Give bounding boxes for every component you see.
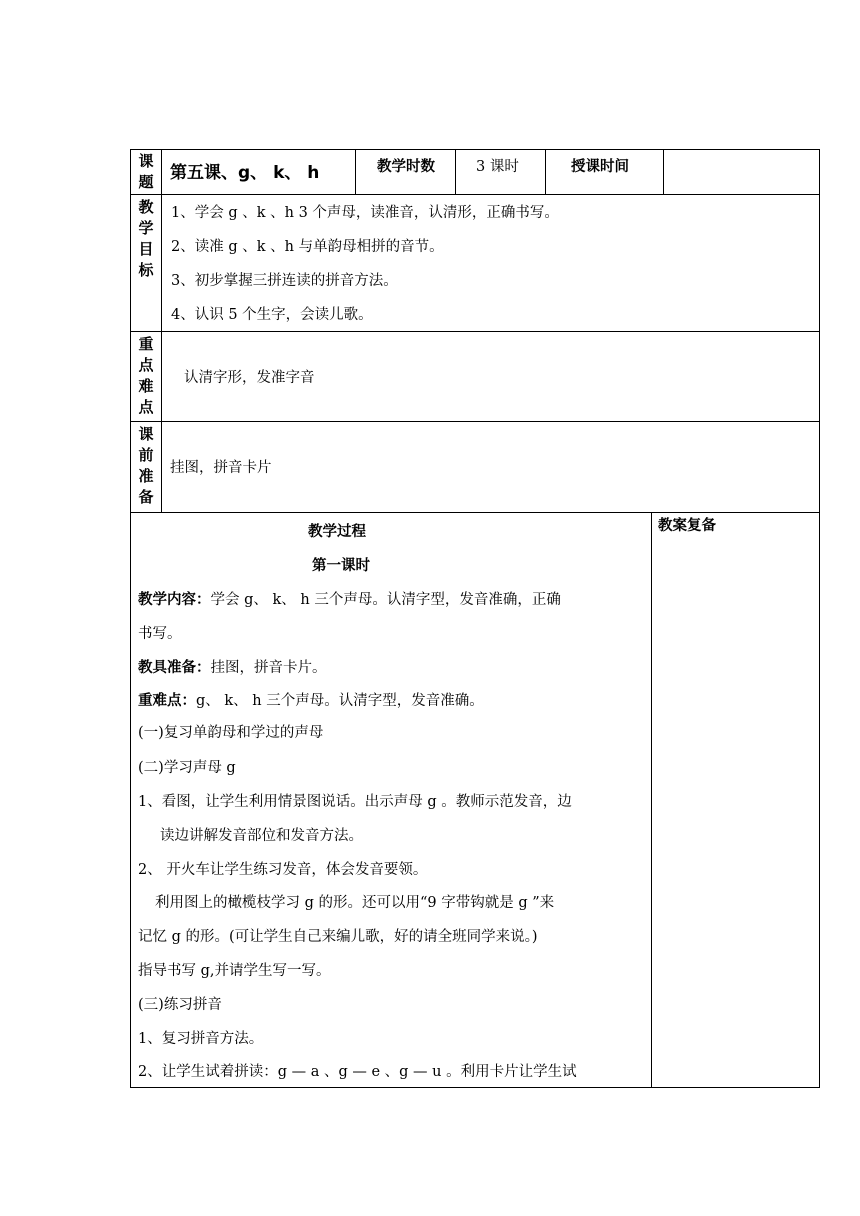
content-text: 学会 g、 k、 h 三个声母。认清字型，发音准确，正确: [210, 592, 561, 608]
hours-value: 3 课时: [476, 159, 519, 175]
difficulty-line: [138, 691, 484, 711]
goal-item: 1、学会 g 、k 、h 3 个声母，读准音，认清形，正确书写。: [171, 205, 559, 221]
row-divider: [130, 512, 820, 513]
time-label: 授课时间: [571, 159, 629, 175]
goal-item: 3、初步掌握三拼连读的拼音方法。: [171, 273, 398, 289]
process-line: 指导书写 g,并请学生写一写。: [138, 963, 331, 979]
goal-item: 4、认识 5 个生字，会读儿歌。: [171, 307, 373, 323]
process-line: 2、让学生试着拼读：g — a 、g — e 、g — u 。利用卡片让学生试: [138, 1064, 577, 1080]
process-line: 1、看图，让学生利用情景图说话。出示声母 g 。教师示范发音，边: [138, 794, 572, 810]
lesson-title: 第五课、g、 k、 h: [170, 163, 320, 183]
goal-item: 2、读准 g 、k 、h 与单韵母相拼的音节。: [171, 239, 444, 255]
key-points-text: 认清字形，发准字音: [184, 370, 315, 386]
content-label: 教学内容：: [138, 592, 211, 608]
row-divider: [130, 421, 820, 422]
preparation-label: 课 前 准 备: [138, 425, 154, 506]
difficulty-text: g、 k、 h 三个声母。认清字型，发音准确。: [196, 693, 484, 709]
label-column-divider: [161, 149, 162, 512]
tools-text: 挂图，拼音卡片。: [210, 660, 327, 676]
process-line: 利用图上的橄榄枝学习 g 的形。还可以用“9 字带钩就是 g ”来: [155, 895, 555, 911]
header-cell-divider: [355, 149, 356, 194]
process-line: (二)学习声母 g: [138, 760, 236, 776]
review-column-divider: [651, 512, 652, 1088]
content-line: [138, 590, 561, 610]
process-line: 1、复习拼音方法。: [138, 1031, 264, 1047]
process-line: 读边讲解发音部位和发音方法。: [160, 828, 363, 844]
lesson-label: 课 题: [138, 152, 154, 191]
process-subheading: 第一课时: [312, 558, 370, 574]
row-divider: [130, 194, 820, 195]
process-line: 2、 开火车让学生练习发音，体会发音要领。: [138, 862, 428, 878]
tools-label: 教具准备：: [138, 660, 211, 676]
review-header: 教案复备: [658, 518, 716, 534]
hours-label: 教学时数: [377, 159, 435, 175]
preparation-text: 挂图，拼音卡片: [170, 460, 272, 476]
key-points-label: 重 点 难 点: [138, 335, 154, 416]
process-line: (三)练习拼音: [138, 997, 222, 1013]
content-line-2: 书写。: [138, 626, 182, 642]
header-cell-divider: [663, 149, 664, 194]
difficulty-label: 重难点：: [138, 693, 196, 709]
header-cell-divider: [545, 149, 546, 194]
row-divider: [130, 331, 820, 332]
goals-label: 教 学 目 标: [138, 198, 154, 279]
process-line: 记忆 g 的形。(可让学生自己来编儿歌，好的请全班同学来说。): [138, 929, 538, 945]
process-heading: 教学过程: [308, 524, 366, 540]
header-cell-divider: [455, 149, 456, 194]
process-line: (一)复习单韵母和学过的声母: [138, 725, 324, 741]
tools-line: [138, 658, 327, 678]
